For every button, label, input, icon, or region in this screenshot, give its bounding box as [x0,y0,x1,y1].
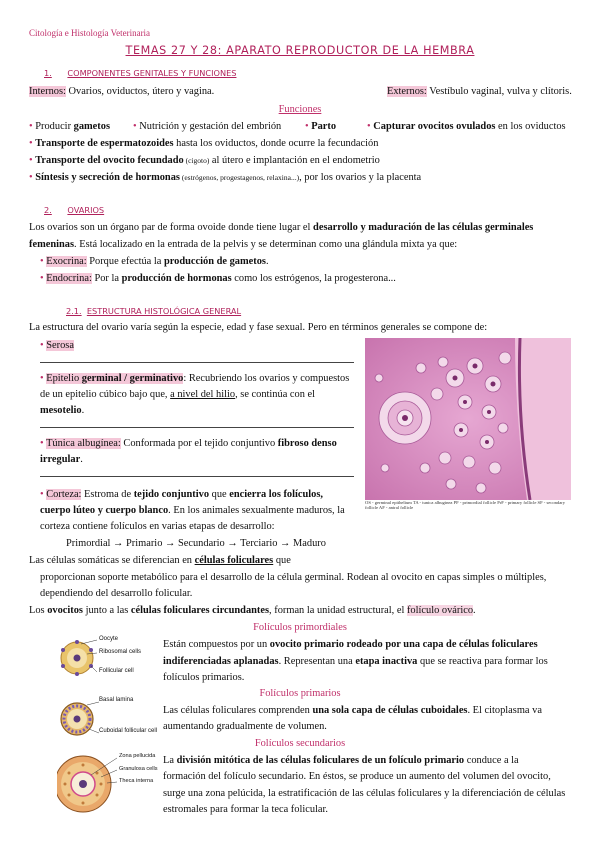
label-theca-interna: Theca interna [119,778,154,784]
label-oocyte: Oocyte [99,636,119,642]
section-2-heading: 2. OVARIOS [44,205,105,215]
primarios-line-1: Las células foliculares comprenden una sola capa de células cuboidales. El citoplasma va [163,705,542,716]
page-title: TEMAS 27 Y 28: APARATO REPRODUCTOR DE LA HEMBRA [125,44,475,57]
foliculos-primordiales-title: Folículos primordiales [253,622,347,633]
foliculos-secundarios-title: Folículos secundarios [254,738,346,749]
label-follicular-cell: Follicular cell [99,668,134,674]
label-zona-pellucida: Zona pellucida [119,753,156,759]
foliculos-primarios-title: Folículos primarios [259,688,341,699]
estructura-intro: La estructura del ovario varía según la especie, edad y fase sexual. Pero en términos generales se compone de: [29,322,488,333]
funcion-nutricion: • Nutrición y gestación del embrión [133,121,282,132]
primordiales-line-3: folículos primarios. [163,672,245,683]
divider-2 [40,427,354,428]
ovary-micrograph [365,338,571,500]
divider-3 [40,476,354,477]
primarios-line-2: aumentando gradualmente de volumen. [163,721,327,732]
section-1-heading: 1. COMPONENTES GENITALES Y FUNCIONES [44,68,237,78]
ovocitos-line: Los ovocitos junto a las células foliculares circundantes, forman la unidad estructural, el folículo ovárico. [29,605,476,616]
funcion-parto: • Parto [305,121,337,132]
secondary-follicle-diagram [57,753,162,815]
secundarios-line-1: La división mitótica de las células foliculares de un folículo primario conduce a la [163,755,519,766]
corteza-line-1: • Corteza: Estroma de tejido conjuntivo que encierra los folículos, [40,489,324,500]
internos-line: Internos: Ovarios, oviductos, útero y vagina. [29,86,215,97]
funcion-gametos: • Producir gametos [29,121,110,132]
somaticas-line-2: proporcionan soporte metabólico para el desarrollo de la célula germinal. Rodean al ovocito en capas simples o múltiples, [40,572,547,583]
funcion-hormonas: • Síntesis y secreción de hormonas (estrógenos, progestagenos, relaxina...), por los ovarios y la placenta [29,172,422,183]
follicle-stages: Primordial → Primario → Secundario → Terciario → Maduro [66,538,326,549]
tunica-line-1: • Túnica albugínea: Conformada por el tejido conjuntivo fibroso denso [40,438,337,449]
primordiales-line-1: Están compuestos por un ovocito primario rodeado por una capa de células foliculares [163,639,538,650]
funcion-transporte-esperma: • Transporte de espermatozoides hasta los oviductos, donde ocurre la fecundación [29,138,379,149]
funcion-transporte-ovocito: • Transporte del ovocito fecundado (cigoto) al útero e implantación en el endometrio [29,155,380,166]
serosa-item: • Serosa [40,340,74,351]
corteza-line-2: cuerpo lúteo y cuerpo blanco. En los animales sexualmente maduros, la [40,505,345,516]
course-header: Citología e Histología Veterinaria [29,28,151,38]
funciones-title: Funciones [278,104,322,115]
section-2-1-heading: 2.1. ESTRUCTURA HISTOLÓGICA GENERAL [66,306,242,316]
primordial-follicle-diagram [57,636,162,680]
ovary-micrograph-image [365,338,571,500]
micrograph-caption: OS - germinal epithelium TA - tunica albuginea PF - primordial follicle PrF - primary follicle SF - secondary follicle AF - antral follicle [365,500,566,511]
somaticas-line-3: dependiendo del desarrollo folicular. [40,588,193,599]
funcion-capturar: • Capturar ovocitos ovulados en los oviductos [367,121,566,132]
secundarios-line-4: estromales para formar la teca folicular. [163,804,329,815]
label-basal-lamina: Basal lamina [99,697,134,703]
ovarios-p1: Los ovarios son un órgano par de forma ovoide donde tiene lugar el desarrollo y maduración de las células germinales [29,222,534,233]
epitelio-line-3: mesotelio. [40,405,85,416]
primordiales-line-2: indiferenciadas aplanadas. Representan una etapa inactiva que se reactiva para formar los [163,656,548,667]
secundarios-line-3: surge una zona pelúcida, la estratificación de las células foliculares y la diferenciación de células [163,788,566,799]
corteza-line-3: corteza contiene folículos en varias etapas de desarrollo: [40,521,275,532]
endocrina-line: • Endocrina: Por la producción de hormonas como los estrógenos, la progesterona... [40,273,396,284]
exocrina-line: • Exocrina: Porque efectúa la producción de gametos. [40,256,269,267]
ovarios-p2: femeninas. Está localizado en la entrada de la pelvis y se determinan como una glándula mixta ya que: [29,239,458,250]
epitelio-line-1: • Epitelio germinal / germinativo: Recubriendo los ovarios y compuestos [40,373,350,384]
label-cuboidal-cell: Cuboidal follicular cell [99,728,158,734]
tunica-line-2: irregular. [40,454,83,465]
divider-1 [40,362,354,363]
primary-follicle-diagram [57,697,162,739]
epitelio-line-2: de un epitelio cúbico bajo que, a nivel del hilio, se continúa con el [40,389,316,400]
label-ribosomal: Ribosomal cells [99,649,142,655]
secundarios-line-2: formación del folículo secundario. En éstos, se produce un aumento del volumen del ovocito, [163,771,551,782]
label-granulosa: Granulosa cells [119,766,158,772]
somaticas-line-1: Las células somáticas se diferencian en células foliculares que [29,555,291,566]
externos-line: Externos: Vestíbulo vaginal, vulva y clítoris. [387,86,572,97]
